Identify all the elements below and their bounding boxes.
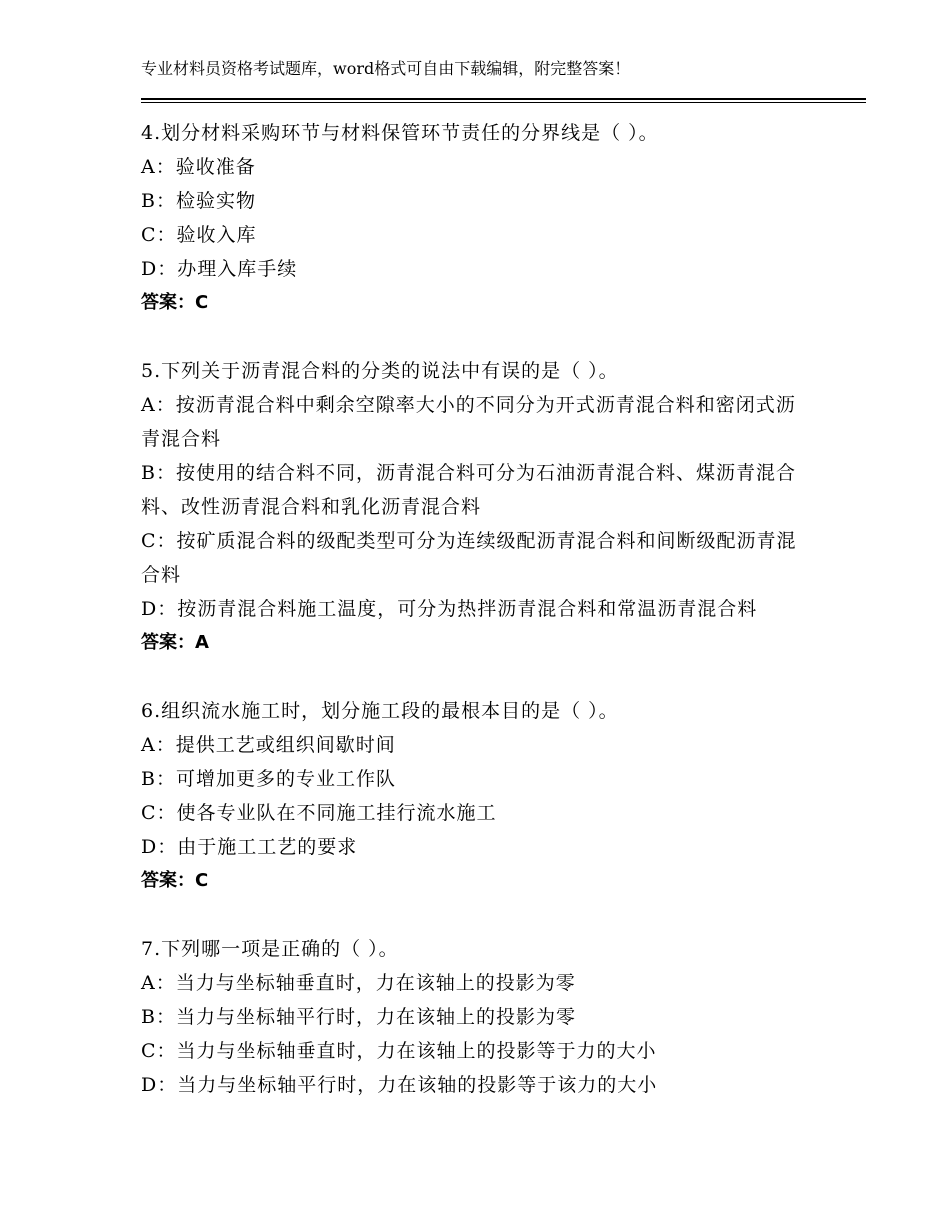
option-c: C：验收入库 [141, 224, 257, 246]
option-a: A：当力与坐标轴垂直时，力在该轴上的投影为零 [141, 972, 576, 994]
option-c: C：按矿质混合料的级配类型可分为连续级配沥青混合料和间断级配沥青混合料 [141, 530, 797, 586]
answer: 答案：C [141, 870, 209, 891]
option-b: B：当力与坐标轴平行时，力在该轴上的投影为零 [141, 1006, 576, 1028]
answer: 答案：A [141, 632, 209, 653]
option-b: B：可增加更多的专业工作队 [141, 768, 396, 790]
answer: 答案：C [141, 292, 209, 313]
question-stem: 6.组织流水施工时，划分施工段的最根本目的是（ ）。 [141, 700, 619, 722]
question-4 [141, 116, 821, 320]
option-c: C：当力与坐标轴垂直时，力在该轴上的投影等于力的大小 [141, 1040, 657, 1062]
option-a: A：提供工艺或组织间歇时间 [141, 734, 396, 756]
header-divider-thick [141, 98, 866, 100]
header-divider-thin [141, 102, 866, 103]
question-stem: 7.下列哪一项是正确的（ ）。 [141, 938, 399, 960]
option-c: C：使各专业队在不同施工挂行流水施工 [141, 802, 497, 824]
page-header: 专业材料员资格考试题库，word格式可自由下载编辑，附完整答案！ [141, 59, 631, 78]
option-d: D：办理入库手续 [141, 258, 298, 280]
option-b: B：按使用的结合料不同，沥青混合料可分为石油沥青混合料、煤沥青混合料、改性沥青混合料和乳化沥青混合料 [141, 462, 796, 518]
option-b: B：检验实物 [141, 190, 256, 212]
question-stem: 5.下列关于沥青混合料的分类的说法中有误的是（ ）。 [141, 360, 619, 382]
question-5 [141, 354, 821, 660]
option-d: D：当力与坐标轴平行时，力在该轴的投影等于该力的大小 [141, 1074, 658, 1096]
question-stem: 4.划分材料采购环节与材料保管环节责任的分界线是（ ）。 [141, 122, 659, 144]
option-a: A：按沥青混合料中剩余空隙率大小的不同分为开式沥青混合料和密闭式沥青混合料 [141, 394, 796, 450]
option-a: A：验收准备 [141, 156, 256, 178]
question-6 [141, 694, 821, 898]
question-list [141, 116, 821, 1136]
option-d: D：由于施工工艺的要求 [141, 836, 358, 858]
option-d: D：按沥青混合料施工温度，可分为热拌沥青混合料和常温沥青混合料 [141, 598, 758, 620]
question-7 [141, 932, 821, 1102]
